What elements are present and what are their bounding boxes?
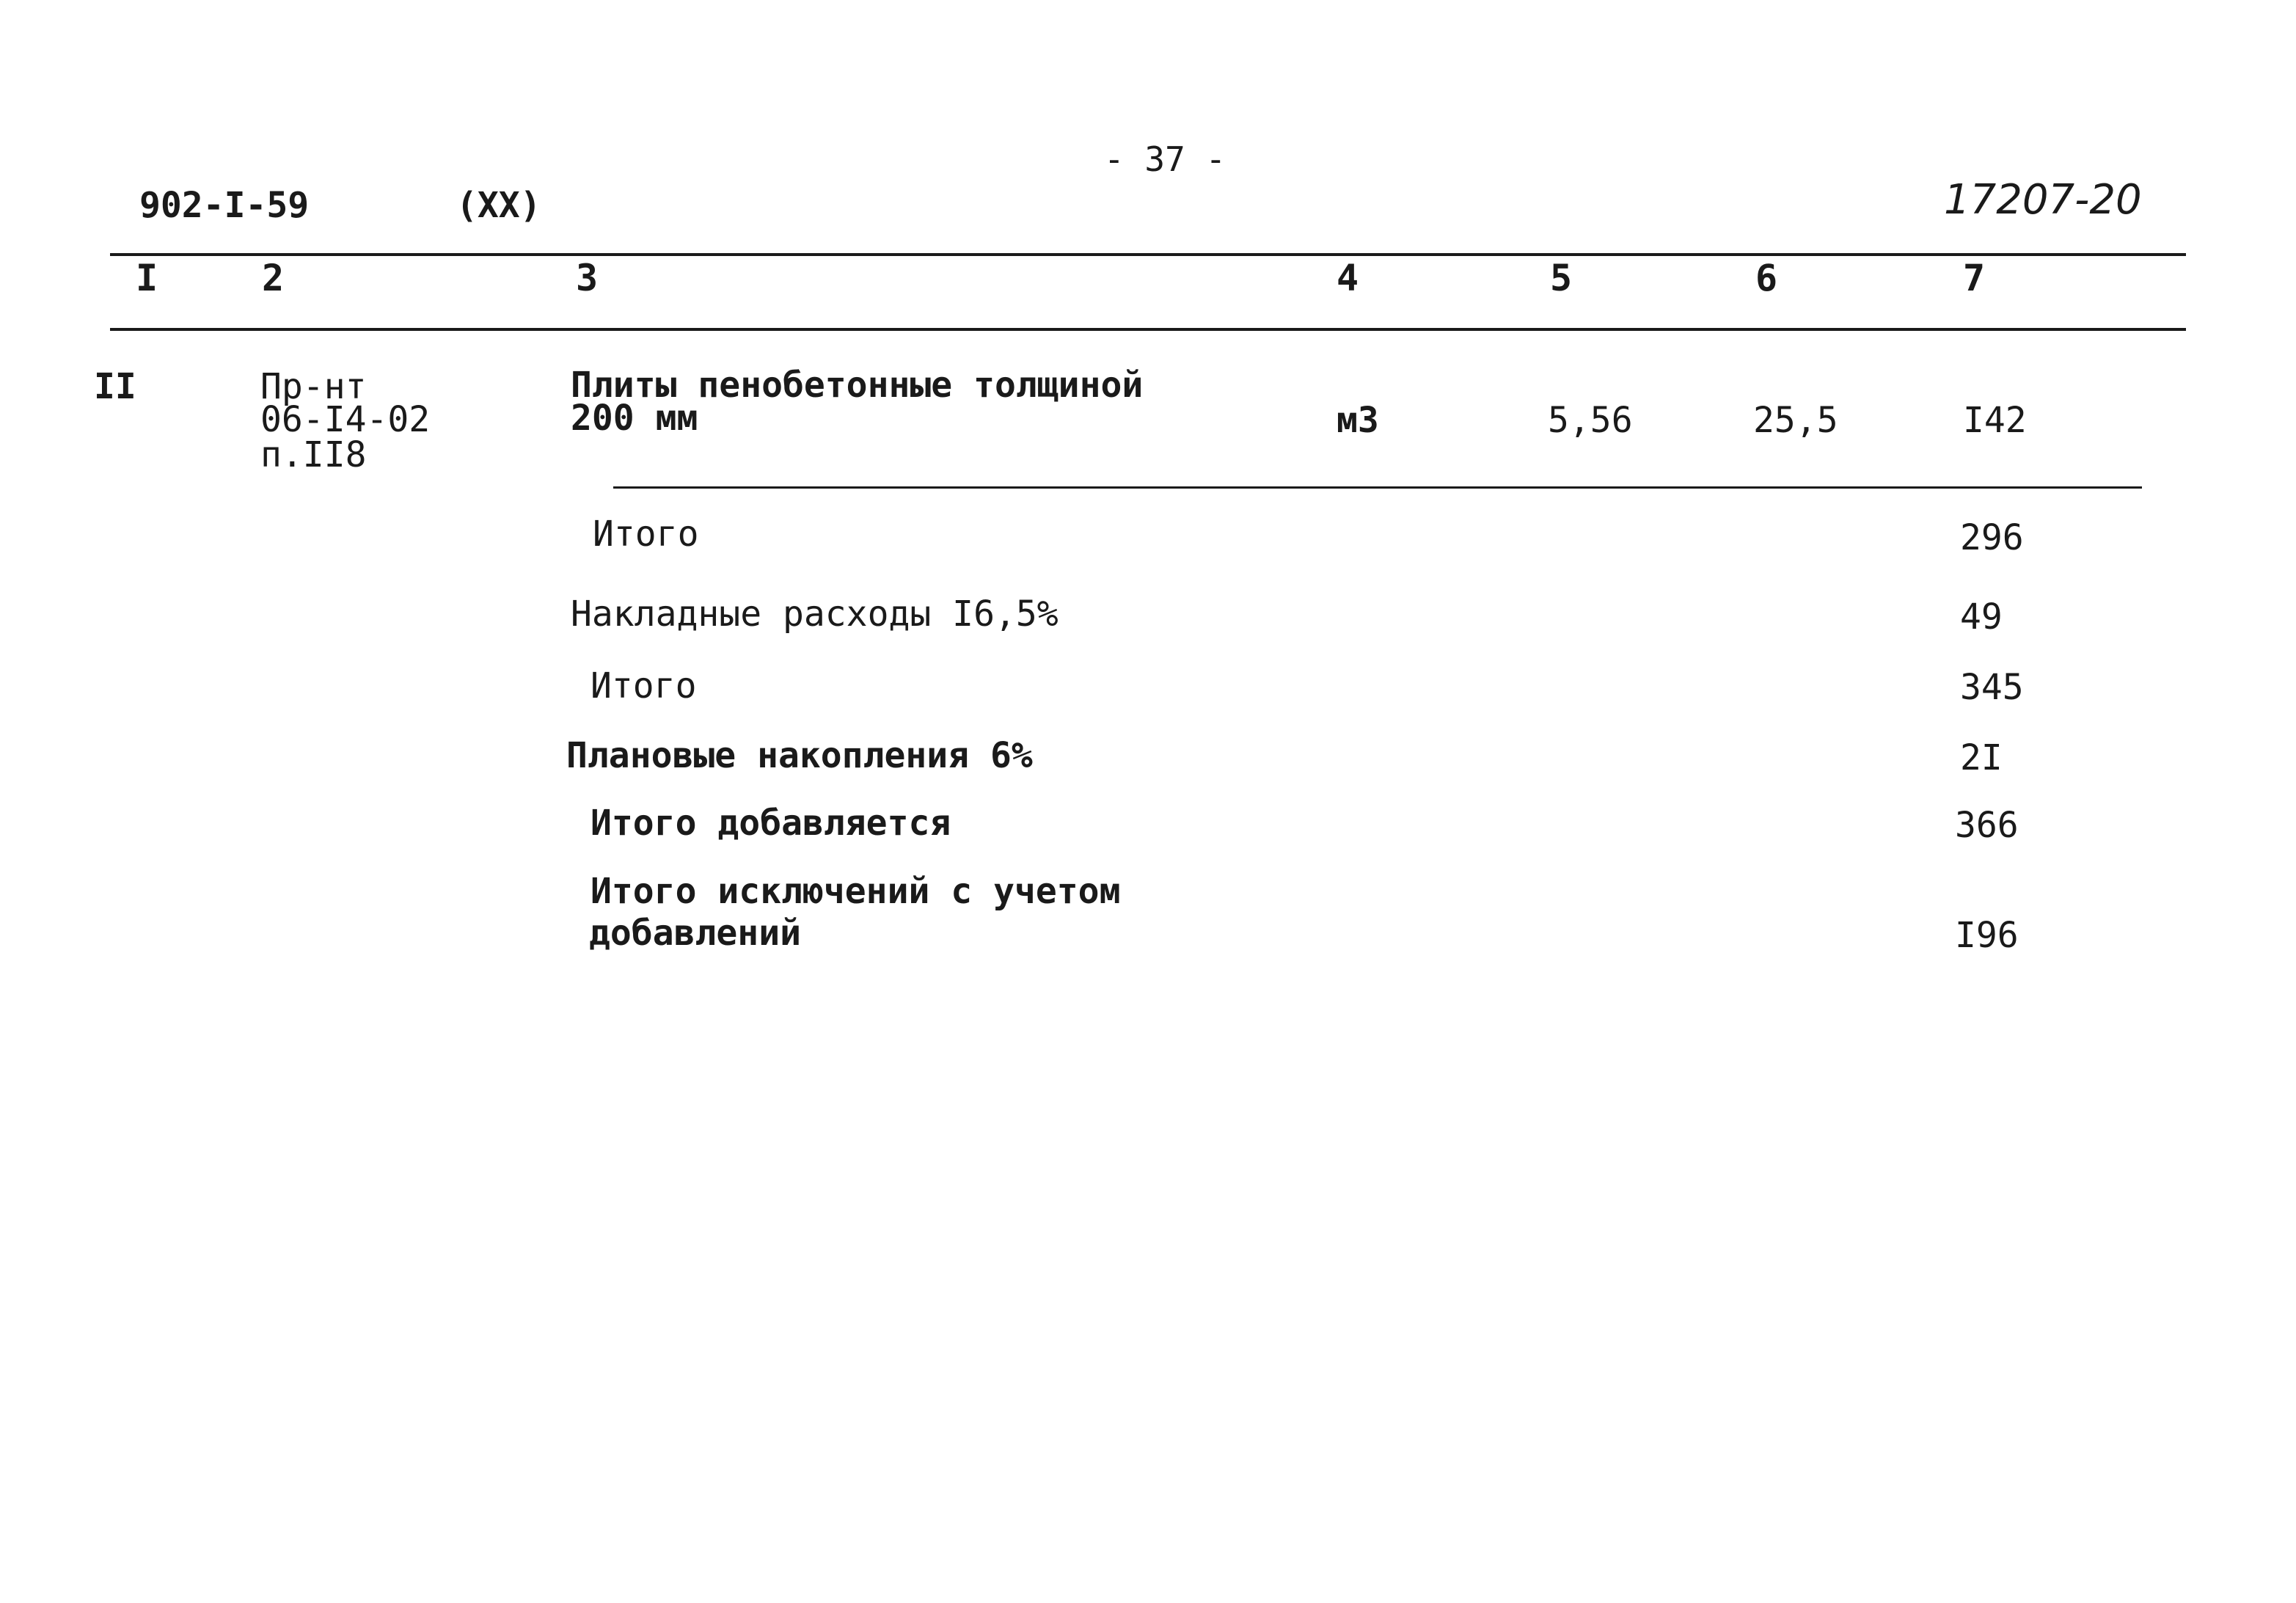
column-header-7: 7 xyxy=(1963,257,1986,299)
row-unit: м3 xyxy=(1337,400,1379,441)
summary-label: Итого xyxy=(591,665,697,706)
row-quantity: 5,56 xyxy=(1548,400,1633,441)
summary-label: Накладные расходы I6,5% xyxy=(571,594,1059,635)
summary-value: 49 xyxy=(1960,596,2003,638)
row-reference-line-2: 06-I4-02 xyxy=(260,399,431,440)
summary-value: 296 xyxy=(1960,517,2024,558)
summary-label: Плановые накопления 6% xyxy=(566,735,1033,776)
summary-value: I96 xyxy=(1955,915,2019,956)
row-name-line-1: Плиты пенобетонные толщиной xyxy=(571,365,1144,406)
column-header-6: 6 xyxy=(1755,257,1778,299)
summary-value: 366 xyxy=(1955,805,2019,846)
header-top-rule xyxy=(110,253,2186,256)
row-reference-line-1: Пр-нт xyxy=(260,366,367,407)
series-label: (XX) xyxy=(456,185,541,226)
column-header-5: 5 xyxy=(1550,257,1573,299)
row-unit-price: 25,5 xyxy=(1753,400,1838,441)
subtotal-rule xyxy=(613,486,2142,489)
row-total: I42 xyxy=(1963,400,2027,441)
summary-label: Итого xyxy=(593,514,699,555)
row-name-line-2: 200 мм xyxy=(571,398,698,439)
summary-label: Итого добавляется xyxy=(591,803,951,844)
header-bottom-rule xyxy=(110,328,2186,331)
column-header-4: 4 xyxy=(1337,257,1359,299)
column-header-3: 3 xyxy=(576,257,599,299)
archive-number: 17207-20 xyxy=(1944,176,2142,224)
column-header-2: 2 xyxy=(262,257,285,299)
summary-label-line-1: Итого исключений с учетом xyxy=(591,871,1121,912)
column-header-1: I xyxy=(136,257,158,299)
summary-value: 345 xyxy=(1960,667,2024,708)
document-code: 902-I-59 xyxy=(139,185,310,226)
summary-label-line-2: добавлений xyxy=(589,913,801,954)
page-number: - 37 - xyxy=(1104,139,1226,179)
row-number: II xyxy=(94,366,136,407)
row-reference-line-3: п.II8 xyxy=(260,434,367,475)
summary-value: 2I xyxy=(1960,737,2003,778)
